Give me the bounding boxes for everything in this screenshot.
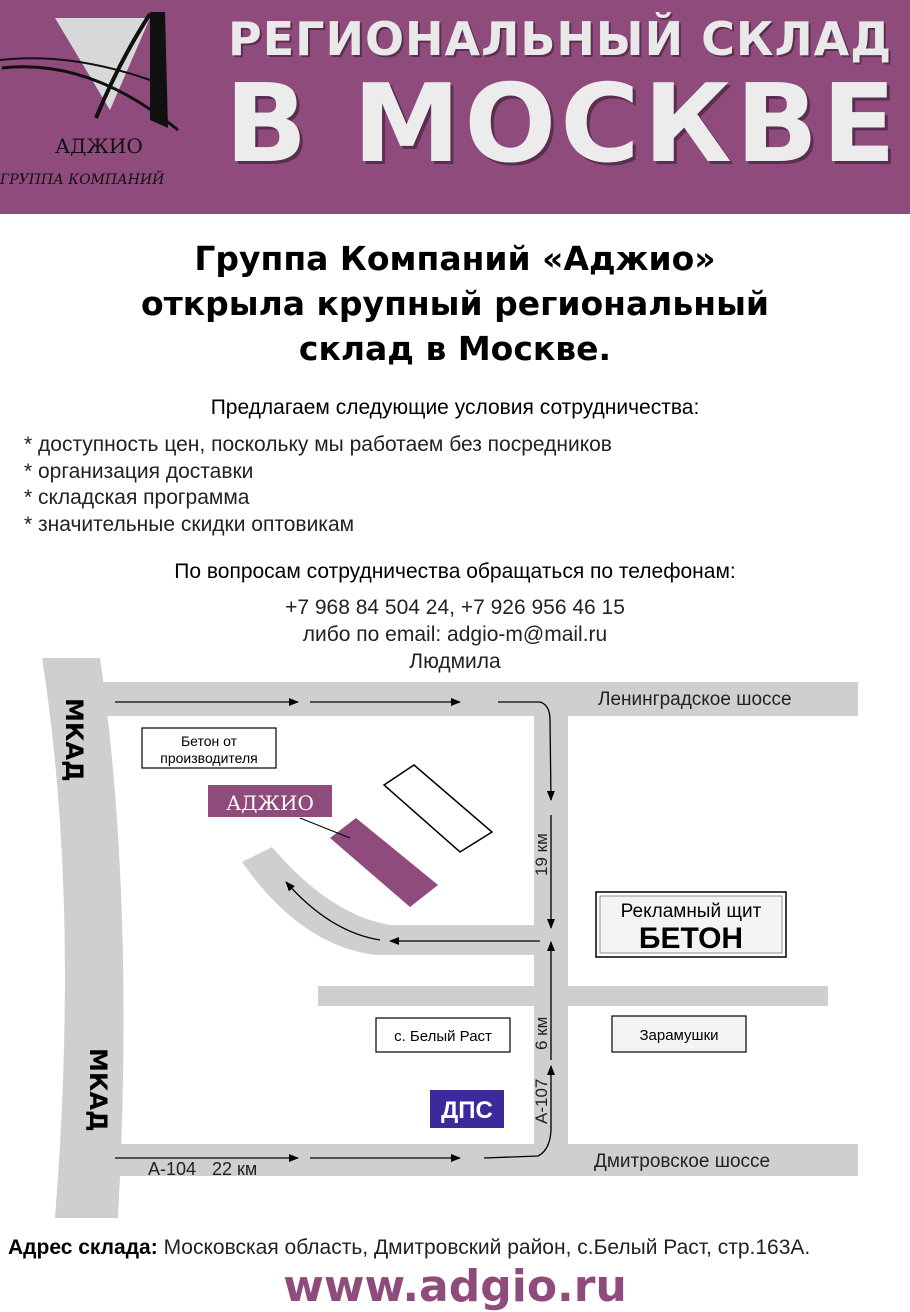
- km-6-label: 6 км: [532, 1016, 551, 1050]
- terms-list: [24, 432, 612, 538]
- headline: [0, 236, 910, 371]
- cross-road: [318, 986, 828, 1006]
- headline-line-1: Группа Компаний «Аджио»: [194, 239, 716, 278]
- beton-label-line-2: производителя: [160, 750, 258, 766]
- route-map: [0, 650, 910, 1230]
- banner-title-line-1: РЕГИОНАЛЬНЫЙ СКЛАД: [228, 12, 893, 66]
- company-logo: [0, 0, 190, 214]
- list-item: * организация доставки: [24, 459, 254, 483]
- terms-title: Предлагаем следующие условия сотрудничества:: [210, 396, 700, 419]
- contact-person: Людмила: [409, 650, 501, 673]
- dps-label: ДПС: [441, 1097, 493, 1124]
- website-link[interactable]: www.adgio.ru: [283, 1261, 627, 1312]
- mkad-bottom-label: МКАД: [84, 1048, 112, 1132]
- a104-label: А-104: [148, 1159, 197, 1179]
- km-22-label: 22 км: [212, 1159, 258, 1179]
- billboard-line-2: БЕТОН: [638, 922, 744, 955]
- zaramushki-label: Зарамушки: [639, 1027, 719, 1044]
- headline-line-2: открыла крупный региональный: [140, 284, 770, 323]
- beton-label-line-1: Бетон от: [180, 733, 238, 749]
- address-text: Московская область, Дмитровский район, с.Белый Раст, стр.163А.: [163, 1236, 811, 1259]
- phone-numbers: +7 968 84 504 24, +7 926 956 46 15: [285, 596, 625, 619]
- list-item: * складская программа: [24, 486, 250, 509]
- leningradskoe-label: Ленинградское шоссе: [598, 689, 792, 710]
- billboard-line-1: Рекламный щит: [620, 901, 762, 922]
- contacts-title: По вопросам сотрудничества обращаться по телефонам:: [174, 560, 736, 583]
- address-label: Адрес склада:: [8, 1236, 158, 1259]
- warehouse-building: [330, 818, 438, 907]
- list-item: * значительные скидки оптовикам: [24, 512, 355, 536]
- a107-label: А-107: [532, 1078, 551, 1124]
- logo-subtitle: ГРУППА КОМПАНИЙ: [0, 172, 165, 188]
- belyi-rast-label: с. Белый Раст: [394, 1028, 492, 1045]
- banner-title-line-2: В МОСКВЕ: [225, 62, 900, 187]
- mkad-top-label: МКАД: [60, 698, 88, 782]
- adzhio-map-label: АДЖИО: [226, 791, 314, 815]
- header-banner: [0, 0, 910, 214]
- warehouse-address: [8, 1236, 810, 1260]
- email-line: либо по email: adgio-m@mail.ru: [302, 623, 608, 646]
- outline-building: [384, 765, 492, 852]
- list-item: * доступность цен, поскольку мы работаем без посредников: [24, 433, 612, 456]
- headline-line-3: склад в Москве.: [298, 329, 612, 368]
- dmitrovskoe-label: Дмитровское шоссе: [594, 1151, 771, 1172]
- logo-name: АДЖИО: [55, 134, 143, 158]
- km-19-label: 19 км: [532, 833, 551, 876]
